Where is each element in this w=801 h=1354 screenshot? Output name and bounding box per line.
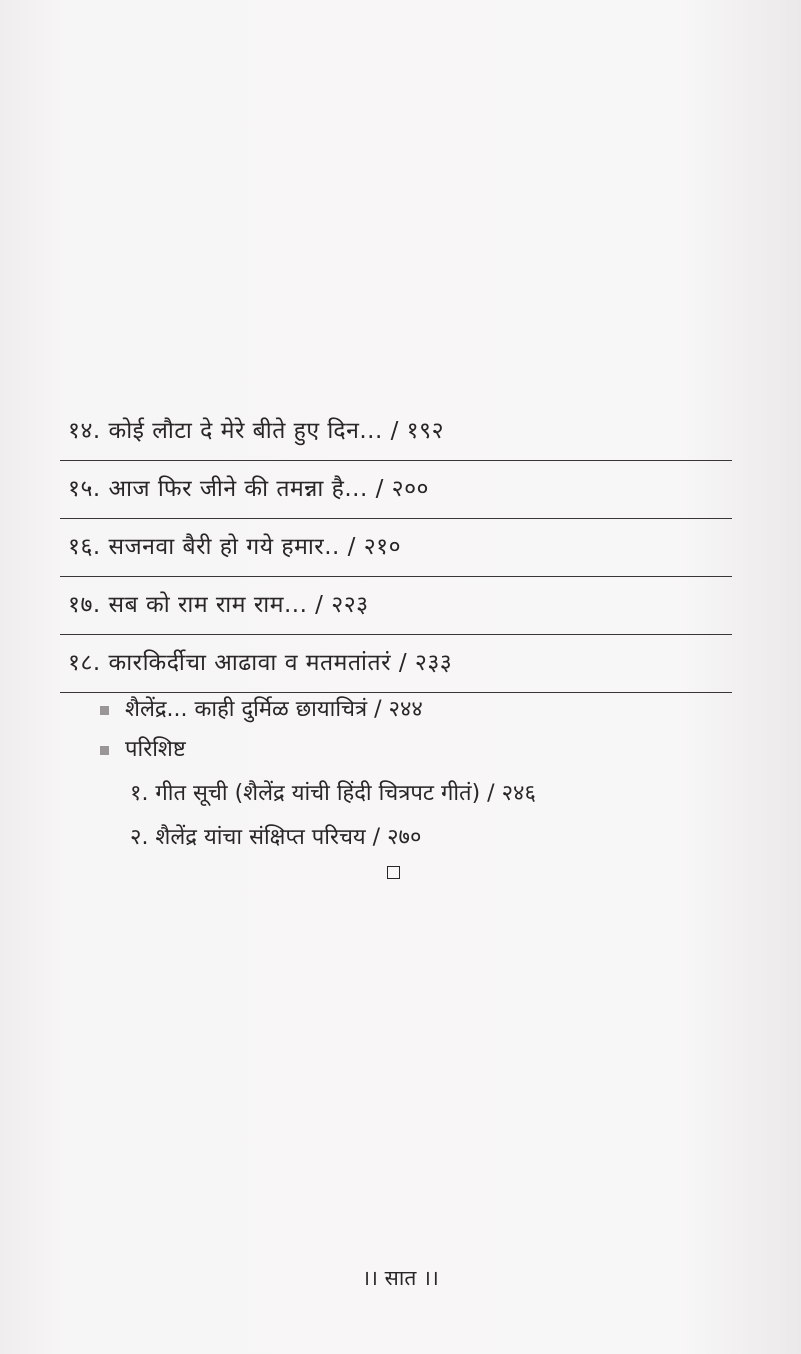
square-bullet-icon [100, 706, 109, 715]
square-bullet-icon [100, 746, 109, 755]
toc-entry-label: १६. सजनवा बैरी हो गये हमार.. / २१० [68, 534, 402, 560]
toc-entry-label: १७. सब को राम राम राम... / २२३ [68, 592, 369, 618]
toc-entry-label: १४. कोई लौटा दे मेरे बीते हुए दिन... / १९२ [68, 418, 445, 444]
toc-entry-17[interactable] [60, 577, 732, 635]
appendix-item-1[interactable] [130, 772, 730, 816]
appendix-item-label: २. शैलेंद्र यांचा संक्षिप्त परिचय / २७० [130, 825, 422, 850]
page-number: ।। सात ।। [362, 1266, 439, 1290]
toc-entry-14[interactable] [60, 403, 732, 461]
appendix-heading[interactable] [100, 730, 700, 770]
toc-entry-15[interactable] [60, 461, 732, 519]
extras-list [100, 690, 700, 770]
photos-entry[interactable] [100, 690, 700, 730]
appendix-list [130, 772, 730, 860]
appendix-item-2[interactable] [130, 816, 730, 860]
toc-entry-label: १८. कारकिर्दीचा आढावा व मतमतांतरं / २३३ [68, 650, 453, 676]
toc-entry-18[interactable] [60, 635, 732, 693]
photos-label: शैलेंद्र... काही दुर्मिळ छायाचित्रं / २४४ [125, 697, 423, 722]
toc-entry-16[interactable] [60, 519, 732, 577]
appendix-label: परिशिष्ट [125, 737, 186, 762]
square-end-mark-icon [387, 866, 400, 879]
table-of-contents [60, 403, 732, 693]
appendix-item-label: १. गीत सूची (शैलेंद्र यांची हिंदी चित्रपट गीतं) / २४६ [130, 781, 536, 806]
toc-entry-label: १५. आज फिर जीने की तमन्ना है... / २०० [68, 476, 430, 502]
